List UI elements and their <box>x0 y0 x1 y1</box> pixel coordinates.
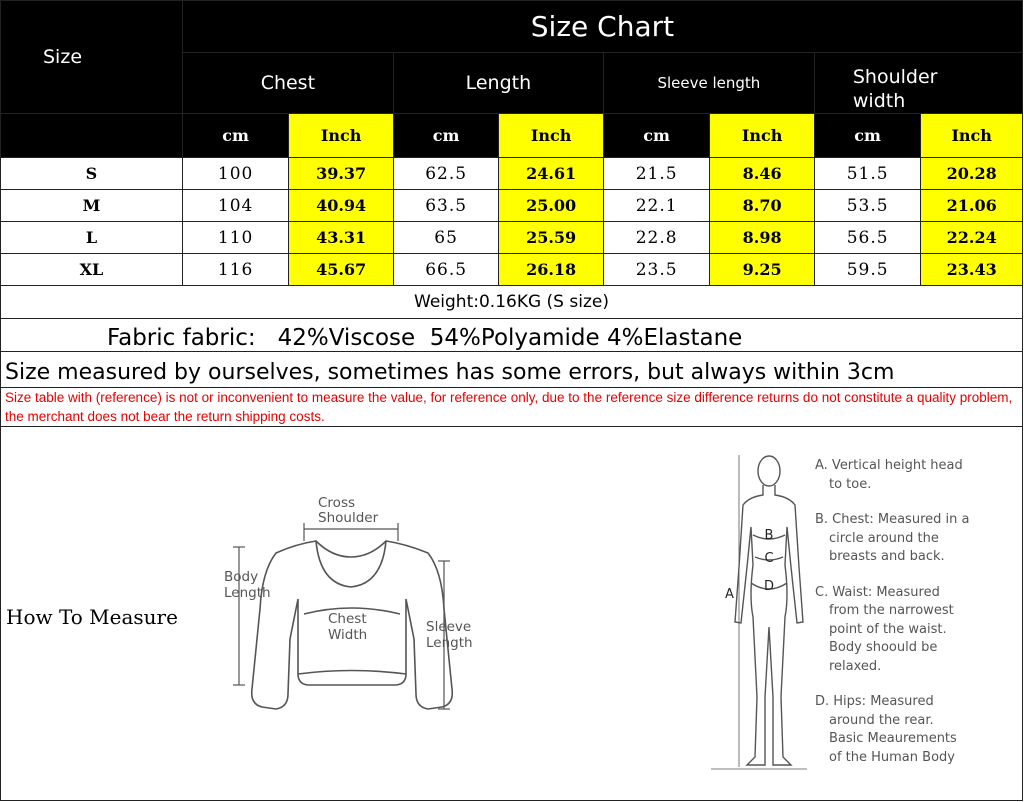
legend-d-line3: Basic Meaurements <box>829 731 957 746</box>
chest-inch-cell: 40.94 <box>289 190 394 222</box>
body-label-c: C <box>764 551 774 566</box>
length-cm-cell: 62.5 <box>393 158 499 190</box>
cross-shoulder-label-1: Cross <box>318 495 356 511</box>
chart-title: Size Chart <box>182 1 1022 53</box>
length-inch-cell: 26.18 <box>499 254 604 286</box>
size-chart-table <box>0 0 1023 286</box>
head-shape <box>758 456 780 486</box>
length-cm-unit: cm <box>393 114 499 158</box>
legend-b-line3: breasts and back. <box>829 549 945 564</box>
legend-a <box>815 457 1015 494</box>
chest-cm-cell: 100 <box>182 158 289 190</box>
chest-inch-cell: 43.31 <box>289 222 394 254</box>
legend-b-line1: B. Chest: Measured in a <box>815 512 970 527</box>
chest-cm-cell: 116 <box>182 254 289 286</box>
shoulder-header-line2: width <box>852 90 906 112</box>
chest-inch-cell: 39.37 <box>289 158 394 190</box>
unit-row-spacer <box>1 114 183 158</box>
sleeve-inch-unit: Inch <box>710 114 815 158</box>
sleeve-cm-cell: 22.1 <box>603 190 710 222</box>
chest-cm-cell: 104 <box>182 190 289 222</box>
sleeve-inch-cell: 9.25 <box>710 254 815 286</box>
sleeve-inch-cell: 8.98 <box>710 222 815 254</box>
length-inch-cell: 24.61 <box>499 158 604 190</box>
shoulder-cm-cell: 53.5 <box>814 190 921 222</box>
length-cm-cell: 63.5 <box>393 190 499 222</box>
sleeve-cm-cell: 21.5 <box>603 158 710 190</box>
legend-d-line1: D. Hips: Measured <box>815 694 934 709</box>
sweater-diagram <box>216 489 486 729</box>
chest-cm-cell: 110 <box>182 222 289 254</box>
legend-c-line1: C. Waist: Measured <box>815 584 940 600</box>
reference-disclaimer: Size table with (reference) is not or inconvenient to measure the value, for reference only, due to the reference size difference returns do not constitute a quality problem, the merchant does not bear the return shipping costs. <box>0 388 1023 427</box>
chest-header: Chest <box>182 53 393 114</box>
legend-a-line2: to toe. <box>829 476 872 492</box>
weight-info: Weight:0.16KG (S size) <box>0 286 1023 319</box>
sweater-hem <box>298 671 406 675</box>
fabric-info: Fabric fabric: 42%Viscose 54%Polyamide 4%Elastane <box>0 319 1023 352</box>
body-label-b: B <box>764 528 774 543</box>
sleeve-inch-cell: 8.70 <box>710 190 815 222</box>
length-inch-cell: 25.59 <box>499 222 604 254</box>
table-row <box>1 254 1023 286</box>
body-outline <box>735 485 803 765</box>
legend-b <box>815 511 1015 567</box>
legend-d-line4: of the Human Body <box>829 749 955 765</box>
body-length-label-2: Length <box>224 585 271 601</box>
size-header: Size <box>1 1 183 114</box>
size-cell: XL <box>1 254 183 286</box>
table-row <box>1 190 1023 222</box>
shoulder-inch-cell: 20.28 <box>921 158 1023 190</box>
human-body-diagram <box>709 447 809 777</box>
table-row <box>1 222 1023 254</box>
legend-c-line5: relaxed. <box>829 658 882 674</box>
length-header: Length <box>393 53 603 114</box>
body-label-a: A <box>725 587 734 602</box>
legend-b-line2: circle around the <box>829 530 939 546</box>
sleeve-cm-cell: 22.8 <box>603 222 710 254</box>
measurement-note: Size measured by ourselves, sometimes has some errors, but always within 3cm <box>0 352 1023 388</box>
shoulder-cm-cell: 56.5 <box>814 222 921 254</box>
size-cell: S <box>1 158 183 190</box>
how-to-measure-label: How To Measure <box>6 605 178 629</box>
shoulder-width-header <box>814 53 1022 114</box>
cross-shoulder-label-2: Shoulder <box>318 510 379 526</box>
size-cell: M <box>1 190 183 222</box>
chest-width-label-2: Width <box>328 627 368 643</box>
shoulder-inch-cell: 21.06 <box>921 190 1023 222</box>
how-to-measure-panel <box>0 427 1023 801</box>
measurement-legend <box>815 457 1015 784</box>
table-row <box>1 158 1023 190</box>
chest-inch-unit: Inch <box>289 114 394 158</box>
length-cm-cell: 66.5 <box>393 254 499 286</box>
size-cell: L <box>1 222 183 254</box>
shoulder-header-line1: Shoulder <box>852 66 938 88</box>
legend-d-line2: around the rear. <box>829 712 934 728</box>
legend-c-line2: from the narrowest <box>829 603 954 618</box>
shoulder-cm-cell: 51.5 <box>814 158 921 190</box>
sleeve-length-label-1: Sleeve <box>426 619 472 635</box>
chest-width-label-1: Chest <box>328 611 367 627</box>
legend-c-line4: Body shoould be <box>829 640 938 655</box>
length-inch-unit: Inch <box>499 114 604 158</box>
sweater-neckline <box>316 541 386 587</box>
sleeve-cm-unit: cm <box>603 114 710 158</box>
sleeve-length-header: Sleeve length <box>603 53 814 114</box>
shoulder-cm-cell: 59.5 <box>814 254 921 286</box>
sleeve-inch-cell: 8.46 <box>710 158 815 190</box>
shoulder-cm-unit: cm <box>814 114 921 158</box>
legend-c-line3: point of the waist. <box>829 621 947 637</box>
legend-a-line1: A. Vertical height head <box>815 458 963 473</box>
legend-d <box>815 693 1015 767</box>
shoulder-inch-unit: Inch <box>921 114 1023 158</box>
length-inch-cell: 25.00 <box>499 190 604 222</box>
legend-c <box>815 584 1015 677</box>
chest-inch-cell: 45.67 <box>289 254 394 286</box>
shoulder-inch-cell: 23.43 <box>921 254 1023 286</box>
chest-cm-unit: cm <box>182 114 289 158</box>
body-label-d: D <box>763 579 775 594</box>
length-cm-cell: 65 <box>393 222 499 254</box>
shoulder-inch-cell: 22.24 <box>921 222 1023 254</box>
sleeve-cm-cell: 23.5 <box>603 254 710 286</box>
body-length-label-1: Body <box>224 569 259 585</box>
sleeve-length-label-2: Length <box>426 635 473 651</box>
